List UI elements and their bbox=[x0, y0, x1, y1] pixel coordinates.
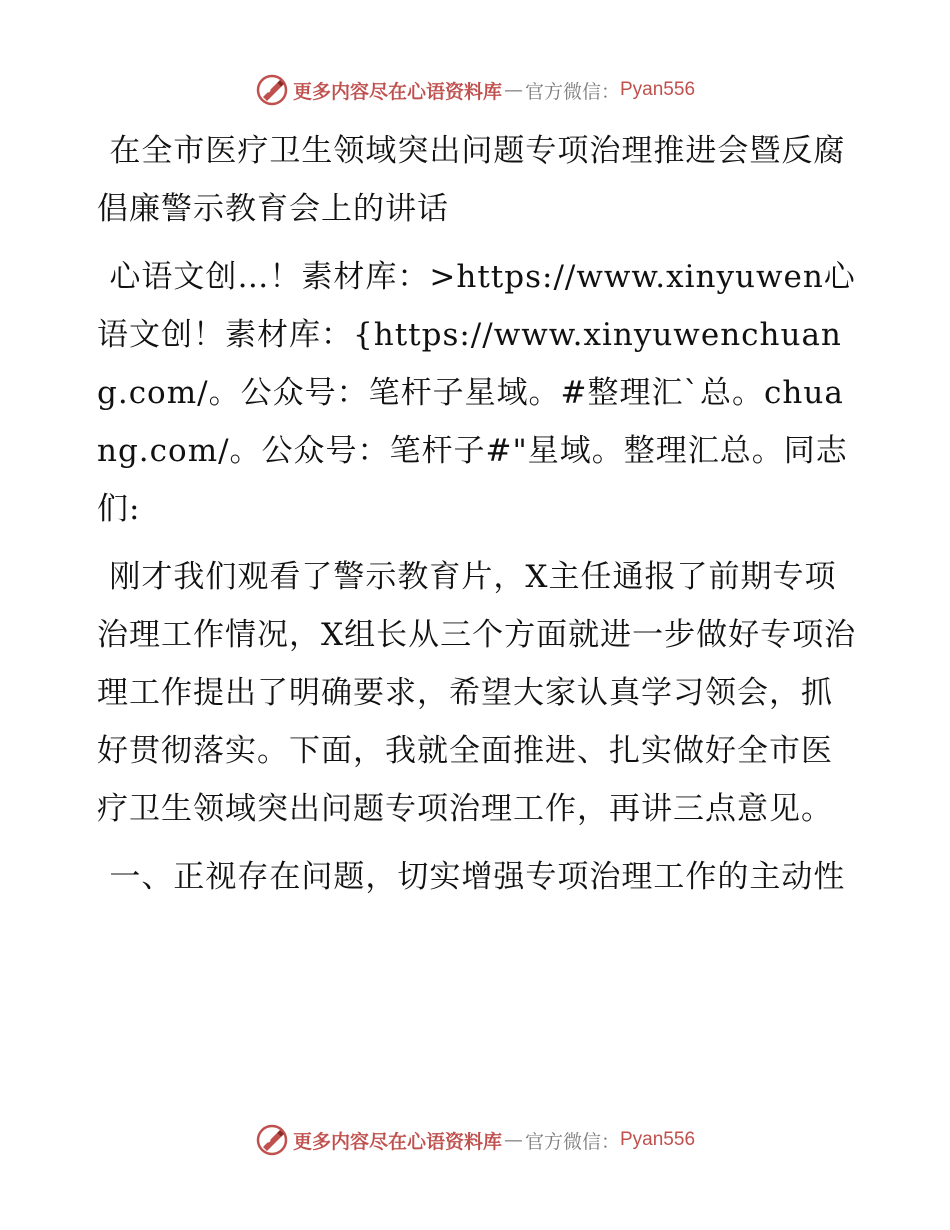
banner-main-text: 更多内容尽在心语资料库 bbox=[292, 80, 502, 103]
banner-wechat-label: 官方微信： bbox=[524, 1130, 620, 1153]
banner-main-text: 更多内容尽在心语资料库 bbox=[292, 1130, 502, 1153]
intro-paragraph: 心语文创…！素材库：>https://www.xinyuwen心语文创！素材库：{https://www.xinyuwenchuang.com/。公众号：笔杆子星域。#整理汇`总。chuang.com/。公众号：笔杆子#"星域。整理汇总。同志们: bbox=[97, 259, 856, 527]
banner-wechat-id: Pyan556 bbox=[620, 79, 696, 100]
banner-wechat-label: 官方微信： bbox=[524, 80, 620, 103]
banner-dash: — bbox=[503, 79, 523, 101]
pen-logo-icon bbox=[255, 1123, 289, 1157]
section-heading: 一、正视存在问题，切实增强专项治理工作的主动性 bbox=[109, 859, 846, 895]
pen-logo-icon bbox=[255, 73, 289, 107]
banner-dash: — bbox=[503, 1129, 523, 1151]
banner-wechat-id: Pyan556 bbox=[620, 1129, 696, 1150]
document-body bbox=[97, 122, 857, 916]
footer-watermark-banner bbox=[0, 1120, 950, 1160]
header-watermark-banner bbox=[0, 70, 950, 110]
body-paragraph: 刚才我们观看了警示教育片，X主任通报了前期专项治理工作情况，X组长从三个方面就进一步做好专项治理工作提出了明确要求，希望大家认真学习领会，抓好贯彻落实。下面，我就全面推进、扎实做好全市医疗卫生领域突出问题专项治理工作，再讲三点意见。 bbox=[97, 559, 857, 827]
document-title: 在全市医疗卫生领域突出问题专项治理推进会暨反腐倡廉警示教育会上的讲话 bbox=[97, 133, 846, 227]
